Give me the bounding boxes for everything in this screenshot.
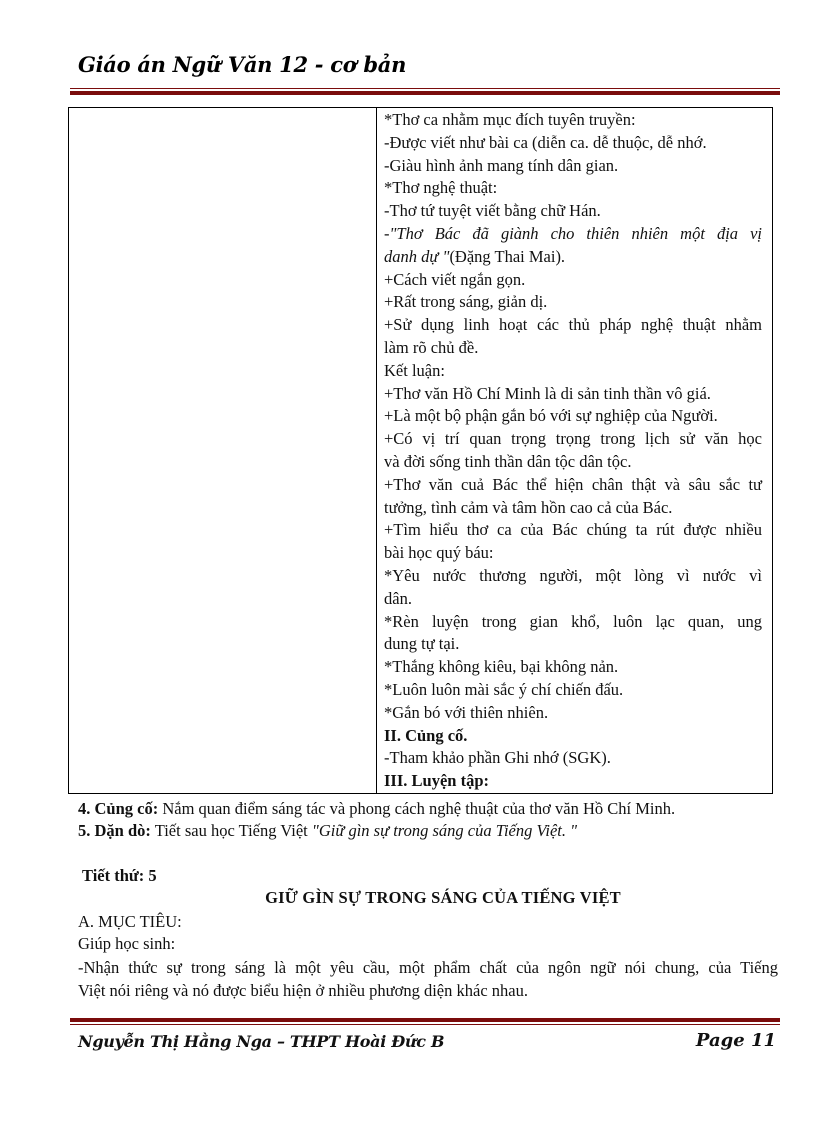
document-header-title: Giáo án Ngữ Văn 12 - cơ bản <box>78 52 407 77</box>
table-line: -Thơ tứ tuyệt viết bằng chữ Hán. <box>384 201 601 221</box>
lesson-number: Tiết thứ: 5 <box>82 866 157 885</box>
table-line: +Thơ văn cuả Bác thể hiện chân thật và sâu sắc tư <box>384 474 762 494</box>
header-rule-thick <box>70 91 780 95</box>
section-a-heading: A. MỤC TIÊU: <box>78 912 182 931</box>
page-number-label <box>696 1030 776 1051</box>
homework-label: 5. Dặn dò: <box>78 821 151 840</box>
consolidation-label: 4. Củng cố: <box>78 799 159 818</box>
table-line: +Có vị trí quan trọng trọng trong lịch sử văn học <box>384 429 762 449</box>
table-line: +Sử dụng linh hoạt các thủ pháp nghệ thuật nhằm <box>384 315 762 335</box>
homework-quote: "Giữ gìn sự trong sáng của Tiếng Việt. " <box>311 821 578 840</box>
footer-rule-thick <box>70 1018 780 1022</box>
quote-source: (Đặng Thai Mai). <box>449 246 566 266</box>
table-line: *Thơ ca nhằm mục đích tuyên truyền: <box>384 110 636 129</box>
intro-text: Giúp học sinh: <box>78 934 176 953</box>
table-line: *Thơ nghệ thuật: <box>384 178 498 198</box>
table-line: Kết luận: <box>384 360 445 380</box>
consolidation-text: Nắm quan điểm sáng tác và phong cách nghệ thuật của thơ văn Hồ Chí Minh. <box>158 799 676 818</box>
table-line: +Tìm hiểu thơ ca của Bác chúng ta rút được nhiều <box>384 520 762 540</box>
homework-text: Tiết sau học Tiếng Việt <box>150 821 312 840</box>
table-line-quote: -"Thơ Bác đã giành cho thiên nhiên một địa vị <box>384 223 762 243</box>
table-line: tưởng, tình cảm và tâm hồn cao cả của Bác. <box>384 497 673 517</box>
homework-line <box>78 820 778 842</box>
table-line: *Yêu nước thương người, một lòng vì nước vì <box>384 565 762 585</box>
table-line: -Tham khảo phần Ghi nhớ (SGK). <box>384 748 611 768</box>
header-rule-thin <box>70 88 780 89</box>
footer-rule-thin <box>70 1024 780 1025</box>
section-heading: II. Củng cố. <box>384 725 468 745</box>
lesson-title: GIỮ GÌN SỰ TRONG SÁNG CỦA TIẾNG VIỆT <box>265 888 621 907</box>
table-line: -Được viết như bài ca (diễn ca. dễ thuộc, dễ nhớ. <box>384 132 707 152</box>
table-line: +Là một bộ phận gắn bó với sự nghiệp của Người. <box>384 406 718 426</box>
table-line: -Giàu hình ảnh mang tính dân gian. <box>384 155 619 175</box>
footer-author: Nguyễn Thị Hằng Nga – THPT Hoài Đức B <box>78 1032 445 1051</box>
table-line: *Thắng không kiêu, bại không nản. <box>384 657 619 677</box>
table-line: dung tự tại. <box>384 634 460 654</box>
page-word: Page <box>695 1030 745 1051</box>
quote-italic: danh dự " <box>384 246 450 266</box>
table-line: *Gắn bó với thiên nhiên. <box>384 702 549 722</box>
table-line: bài học quý báu: <box>384 543 494 563</box>
consolidation-line <box>78 798 778 820</box>
table-line: +Cách viết ngắn gọn. <box>384 269 526 289</box>
objective-line: -Nhận thức sự trong sáng là một yêu cầu, một phẩm chất của ngôn ngữ nói chung, của Tiếng <box>78 958 778 977</box>
table-line: và đời sống tinh thần dân tộc dân tộc. <box>384 451 632 471</box>
table-line: +Rất trong sáng, giản dị. <box>384 292 548 312</box>
table-line: *Rèn luyện trong gian khổ, luôn lạc quan, ung <box>384 611 762 631</box>
table-line: làm rõ chủ đề. <box>384 337 479 357</box>
table-line-quote-end <box>384 246 762 269</box>
table-line: dân. <box>384 588 412 608</box>
section-heading: III. Luyện tập: <box>384 771 489 791</box>
table-line: *Luôn luôn mài sắc ý chí chiến đấu. <box>384 679 624 699</box>
table-line: +Thơ văn Hồ Chí Minh là di sản tinh thần vô giá. <box>384 383 711 403</box>
objective-line: Việt nói riêng và nó được biểu hiện ở nhiều phương diện khác nhau. <box>78 981 528 1000</box>
page-number: 11 <box>750 1030 776 1051</box>
table-column-divider <box>376 107 377 794</box>
table-right-column <box>384 109 762 793</box>
